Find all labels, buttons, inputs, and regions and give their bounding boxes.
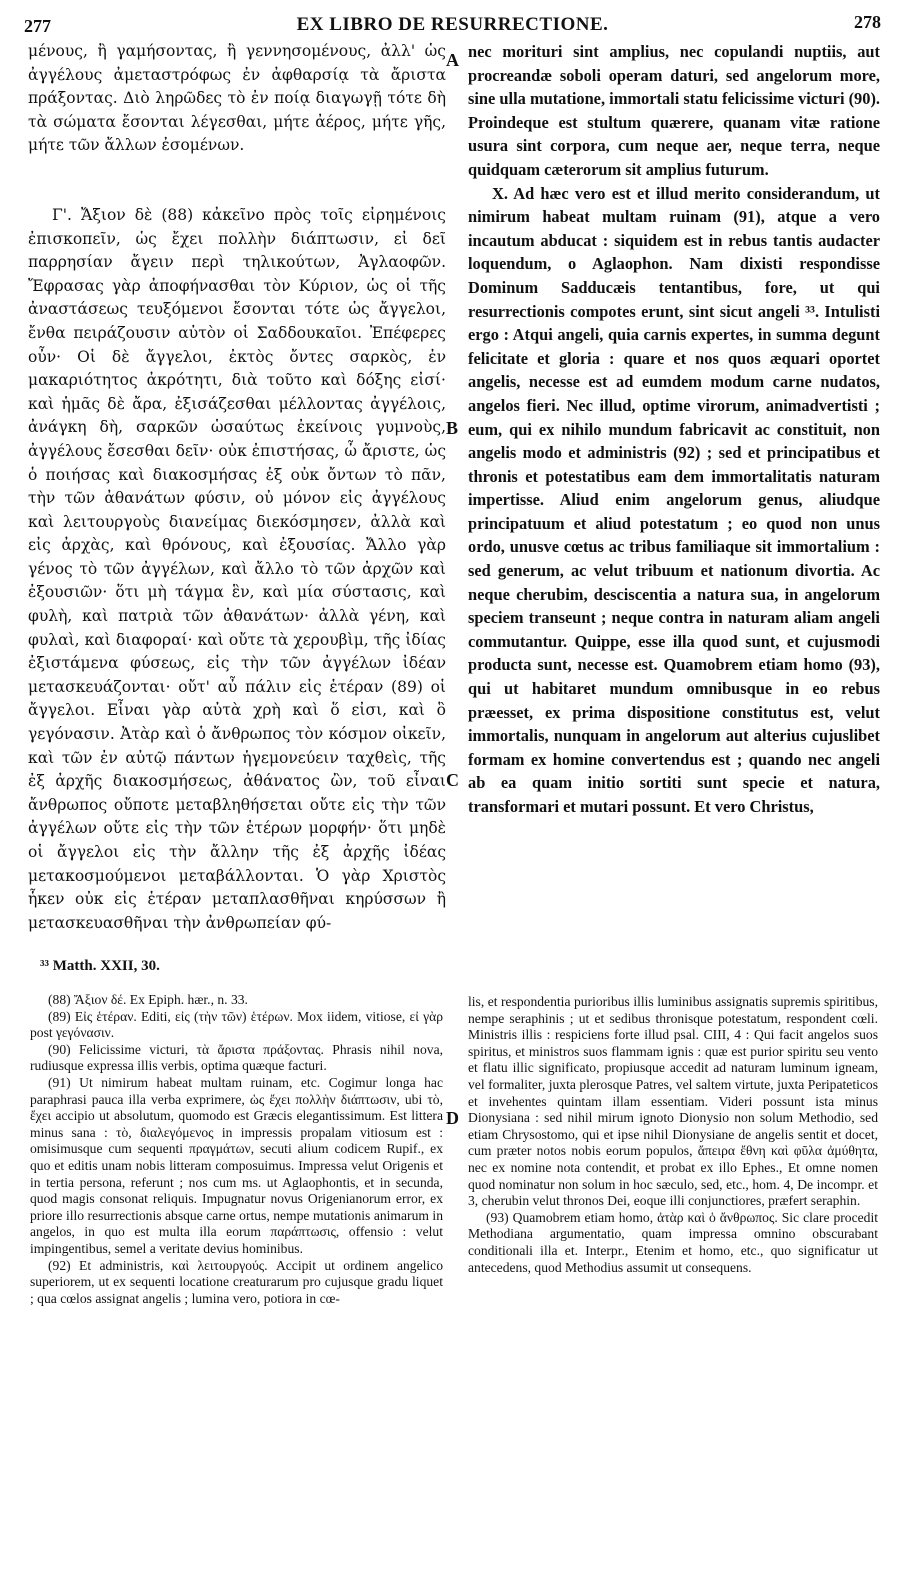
latin-column: [468, 40, 880, 940]
margin-marker-c: C: [446, 770, 459, 790]
greek-column: [28, 40, 446, 940]
greek-paragraph-2: Γ'. Ἄξιον δὲ (88) κἀκεῖνο πρὸς τοῖς εἰρημένοις ἐπισκοπεῖν, ὡς ἔχει πολλὴν διάπτωσιν, εἰ δεῖ παρρησίαν ἄγειν περὶ τηλικούτων, Ἀγλαοφῶν. Ἔφρασας γὰρ ἀποφήνασθαι τὸν Κύριον, ὡς οἱ τῆς ἀναστάσεως τευξόμενοι ἔσονται τότε ὡς ἄγγελοι, ἔνθα πειράζουσιν αὐτὸν οἱ Σαδδουκαῖοι. Ἐπέφερες οὖν· Οἱ δὲ ἄγγελοι, ἐκτὸς ὄντες σαρκὸς, ἐν μακαριότητος ἀκρότητι, διὰ τοῦτο καὶ δόξης εἰσί· καὶ ἡμᾶς δὲ ἄρα, ἐξισάζεσθαι μέλλοντας ἀγγέλοις, ἀνάγκη δὴ, σαρκῶν ὡσαύτως ἐκείνοις γυμνοὺς, ἀγγέλους ἔσεσθαι δεῖν· οὐκ ἐπιστήσας, ὦ ἄριστε, ὡς ὁ ποιήσας καὶ διακοσμήσας ἐξ οὐκ ὄντων τὸ πᾶν, τὴν τῶν ἀθανάτων φύσιν, οὐ μόνον εἰς ἀγγέλους καὶ λειτουργοὺς διανείμας διεκόσμησεν, ἀλλὰ καὶ εἰς ἀρχὰς, καὶ θρόνους, καὶ ἐξουσίας. Ἄλλο γὰρ γένος τὸ τῶν ἀγγέλων, καὶ ἄλλο τὸ τῶν ἀρχῶν καὶ ἐξουσιῶν· ὅτι μὴ τάγμα ἓν, καὶ μία σύστασις, καὶ φυλὴ, καὶ πατριὰ τῶν ἀθανάτων· ἀλλὰ γένη, καὶ φυλαὶ, καὶ διαφοραί· καὶ οὔτε τὰ χερουβὶμ, τῆς ἰδίας ἐξιστάμενα φύσεως, εἰς τὴν τῶν ἀγγέλων ἰδέαν μετασκευάζονται· οὔτ' αὖ πάλιν εἰς ἑτέραν (89) οἱ ἄγγελοι. Εἶναι γὰρ αὐτὰ χρὴ καὶ ὅ εἰσι, καὶ ὃ γεγόνασιν. Ἀτὰρ καὶ ὁ ἄνθρωπος τὸν κόσμον οἰκεῖν, καὶ τῶν ἐν αὐτῷ πάντων ἡγεμονεύειν ταχθεὶς, τῆς ἐξ ἀρχῆς διακοσμήσεως, ἀθάνατος ὢν, τοῦ εἶναι ἄνθρωπος οὔποτε μεταβληθήσεται οὔτε εἰς τὴν τῶν ἀγγέλων οὔτε εἰς τὴν τῶν ἑτέρων μορφήν· ὅτι μηδὲ οἱ ἄγγελοι εἰς τὴν ἄλλην τῆς ἐξ ἀρχῆς ἰδέας μετακοσμούμενοι μεταβάλλονται. Ὁ γὰρ Χριστὸς ἧκεν οὐκ εἰς ἑτέραν μεταπλασθῆναι κηρύσσων ἢ μετασκευασθῆναι τὴν ἀνθρωπείαν φύ-: [28, 205, 446, 932]
greek-paragraph-1: μένους, ἢ γαμήσοντας, ἢ γεννησομένους, ἀλλ' ὡς ἀγγέλους ἀμεταστρόφως ἐν ἀφθαρσίᾳ τὰ ἄριστα πράξοντας. Διὸ ληρῶδες τὸ ἐν ποίᾳ διαγωγῇ τότε δὴ τὰ σώματα ἔσονται λέγεσθαι, μήτε ἀέρος, μήτε γῆς, μήτε τῶν ἄλλων ἐσομένων.: [28, 42, 446, 155]
note-92-continued: lis, et respondentia purioribus illis luminibus assignatis supremis spiritibus, nempe seraphinis ; ut et sedibus thronisque potestatum, respondent cœli. Ministris illis : respiciens forte illud psal. CIII, 4 : Qui facit angelos suos spiritus, et ministros suos flammam ignis : quæ est purior spiritu seu vento et flatu illic significato, propiusque accedit ad naturam luminum igneam, vel formaliter, juxta plerosque Patres, vel saltem virtute, juxta Peripateticos et invehentes quintam illam essentiam. Videri possunt ista minus Dionysiana : sed nihil mirum ignoto Dionysio non solum Methodio, sed etiam Chrysostomo, qui et ipse nihil Dionysiane de angelis sentit et docet, cum præter notos nobis eorum populos, ἄπειρα ἔθνη καὶ φῦλα ἀμύθητα, nec ex nomine nota contendit, et probat ex illo Ephes., Et omne nomen quod nominatur non solum in hoc sæculo, sed, etc., hom. 4, De incompr. et 3, cherubin velut thronos Dei, eoque illi conjunctiores, præfert seraphin.: [468, 994, 878, 1209]
note-91: (91) Ut nimirum habeat multam ruinam, etc. Cogimur longa hac paraphrasi pauca illa verba exprimere, ὡς ἔχει πολλὴν διάπτωσιν, ubi τὸ, ἔχει accipio ut absolutum, quomodo est Græcis elegantissimum. Est littera minus sana : τὸ, διαλεγόμενος in impressis propalam vitiosum est : omisimusque cum sequenti πραγμάτων, secuti alium codicem Rupif., ex quo et editis unam nobis litteram composuimus. Impressa velut Origenis et in tertia persona, referunt ; nos cum ms. ut Aglaophontis, et in secunda, quod magis consonat reliquis. Impugnatur novus Origenianorum error, ex priore illo resurrectionis absque carne ortus, nempe mutationis animarum in angelos, in quo est multa illa eorum παράπτωσις, offensio : velut impingentibus, semel a veritate devius hominibus.: [30, 1074, 443, 1256]
note-90: (90) Felicissime victuri, τὰ ἄριστα πράξοντας. Phrasis nihil nova, rudiusque expressa illis verbis, optima quæque facturi.: [30, 1041, 443, 1074]
latin-paragraph-1: nec morituri sint amplius, nec copulandi nuptiis, aut procreandæ soboli operam daturi, sed angelorum more, sine ulla mutatione, immortali statu felicissime victuri (90). Proindeque est stultum quærere, quanam vitæ ratione usura sint corpora, cum neque aer, neque terra, neque quidquam cæterorum sit amplius futurum.: [468, 42, 880, 179]
notes-left-column: [30, 992, 443, 1552]
page-number-left: 277: [24, 16, 51, 36]
note-88: (88) Ἄξιον δέ. Ex Epiph. hær., n. 33.: [48, 992, 248, 1007]
notes-right-column: [468, 994, 878, 1554]
scripture-footnote: ³³ Matth. XXII, 30.: [40, 958, 160, 974]
running-title: EX LIBRO DE RESURRECTIONE.: [296, 14, 609, 35]
margin-marker-d: D: [446, 1108, 459, 1128]
page-header: [24, 10, 881, 40]
note-93: (93) Quamobrem etiam homo, ἀτὰρ καὶ ὁ ἄνθρωπος. Sic clare procedit Methodiana argumentatio, quam impressa omnino obscurabant conditionali illa et. Interpr., Etenim et homo, etc., quo significatur ut antecedens, quod Methodius assumit ut consequens.: [468, 1209, 878, 1275]
margin-marker-b: B: [446, 418, 459, 438]
margin-marker-a: A: [446, 50, 459, 70]
note-89: (89) Εἰς ἑτέραν. Editi, εἰς (τὴν τῶν) ἑτέρων. Mox iidem, vitiose, εἰ γὰρ post γεγόνασιν.: [30, 1008, 443, 1041]
latin-paragraph-2: X. Ad hæc vero est et illud merito considerandum, ut nimirum habeat multam ruinam (91), atque a vero incautum abducat : siquidem est in rebus tantis audacter loquendum, o Aglaophon. Nam dixisti respondisse Dominum Sadducæis tentantibus, fore, ut qui resurrectionis compotes erunt, sint sicut angeli ³³. Intulisti ergo : Atqui angeli, quia carnis expertes, in summa degunt felicitate et gloria : quare et nos quos æquari oportet angelis, necesse est ad eumdem modum carne nudatos, angelos fieri. Nec illud, optime virorum, animadvertisti ; eum, qui ex nihilo mundum fabricavit ac constituit, non angelis modo et administris (92) ; sed et principatibus et thronis et potestatibus eam dem immortalitatis naturam impertisse. Aliud enim angelorum genus, aliudque principatuum et aliud potestatum ; eo quod non unus ordo, unusve cœtus ac tribus familiaque sit immortalium : sed generum, ac velut tribuum et nationum divortia. Ac neque cherubim, desciscentia a natura sua, in angelorum speciem transeunt ; neque contra in naturam aliam angeli commutantur. Quippe, esse illa quod sunt, et cujusmodi producta sunt, necesse est. Quamobrem etiam homo (93), qui ut habitaret mundum omnibusque in eo rebus præesset, ex prima dispositione constitutus est, velut immortalis, nunquam in angelorum aut alterius cujuslibet formam ex homine convertendus est ; quando nec angeli ab ea quam initio sortiti sunt specie et natura, transformari et mutari possunt. Et vero Christus,: [468, 183, 880, 816]
note-92: (92) Et administris, καὶ λειτουργούς. Accipit ut ordinem angelico superiorem, ut ex sequenti locatione creaturarum pro cujusque gradu liquet ; qua cœlos assignat angelis ; lumina vero, potiora in cœ-: [30, 1257, 443, 1306]
page-number-right: 278: [854, 12, 881, 32]
